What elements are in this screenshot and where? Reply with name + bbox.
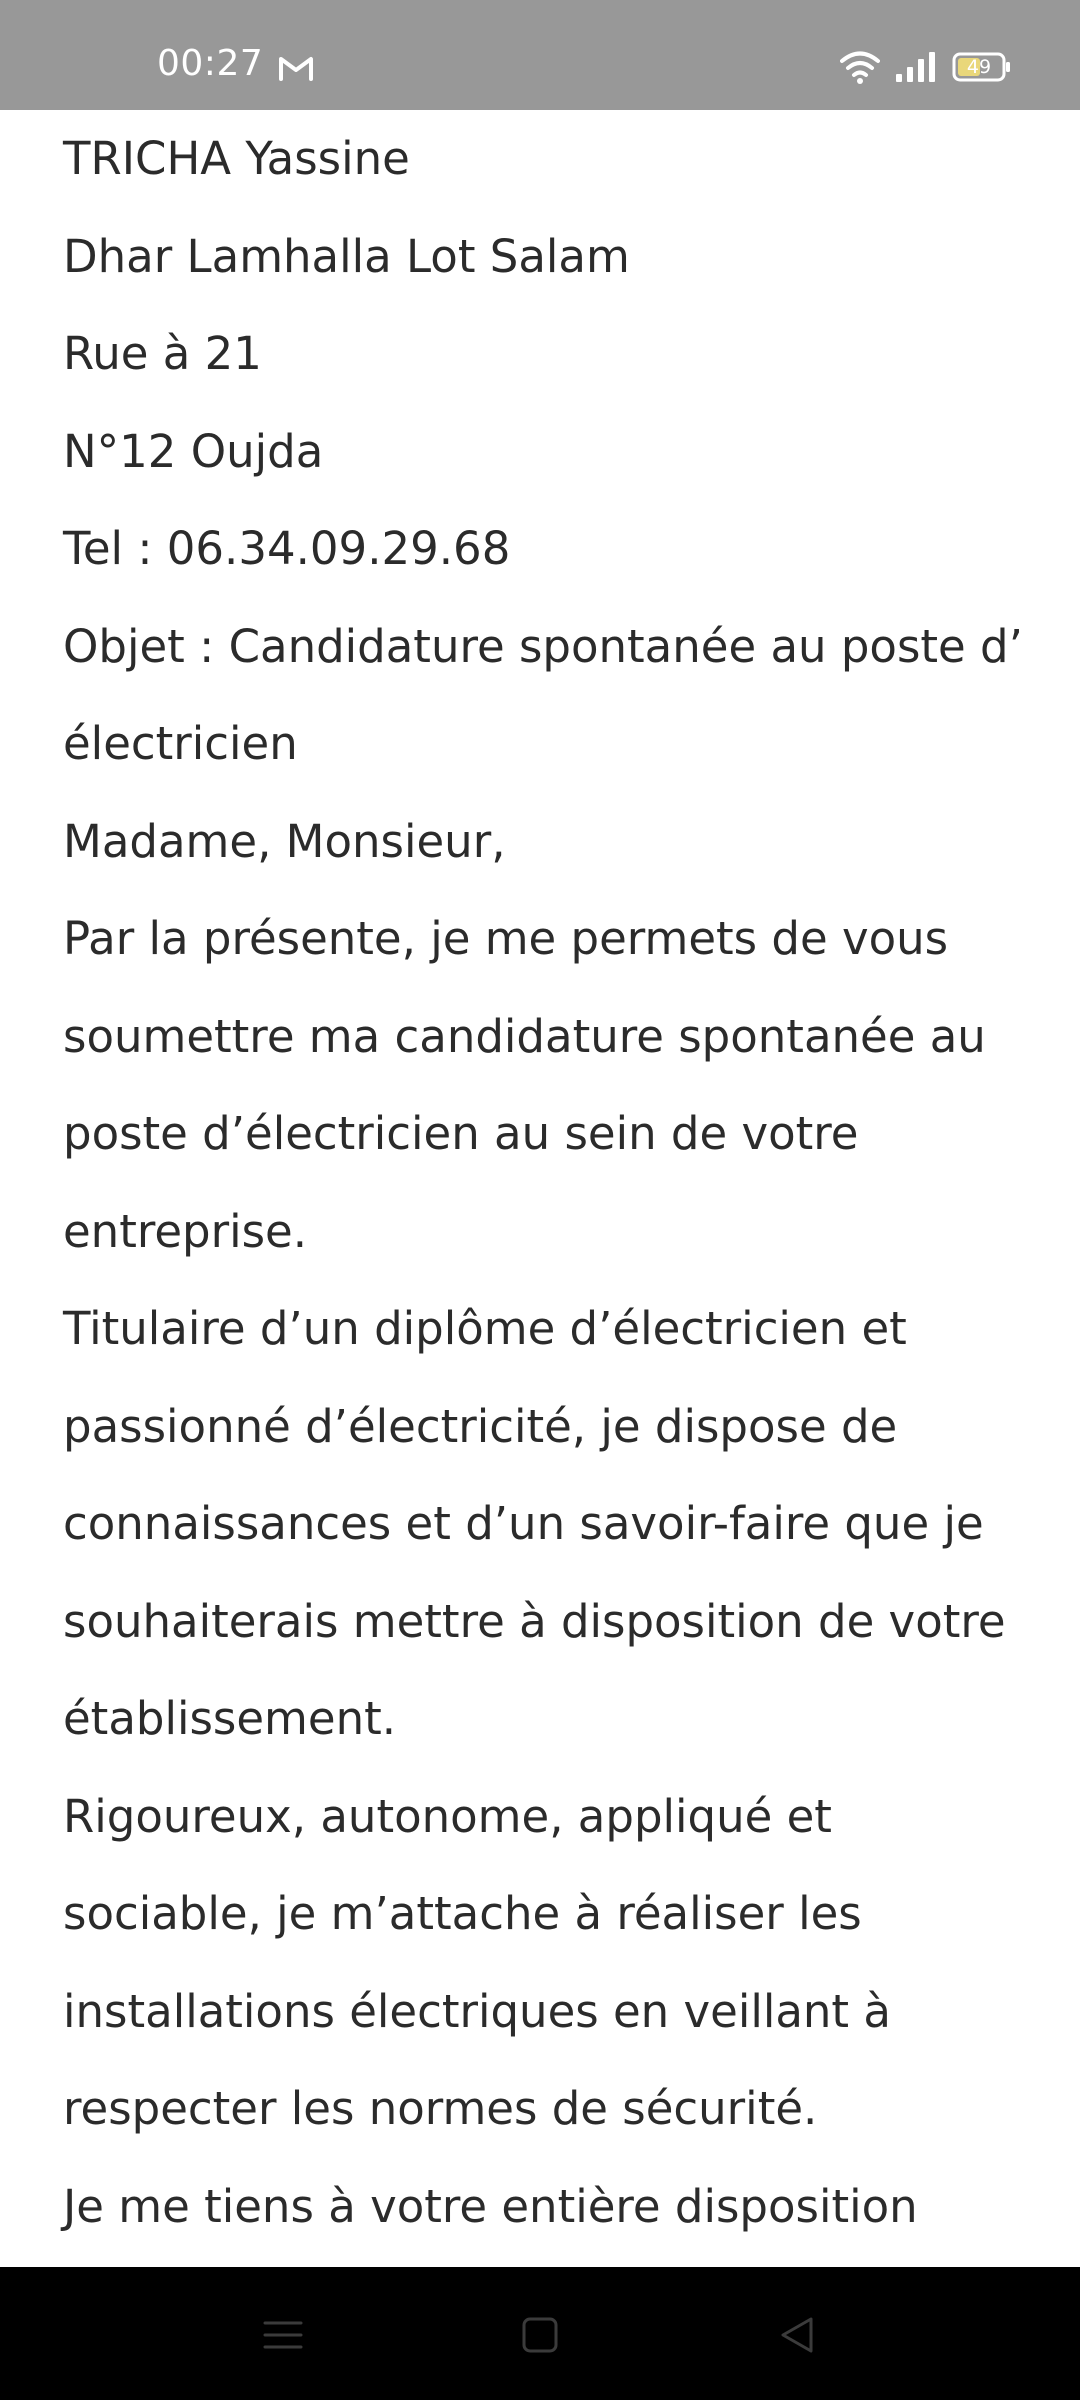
status-bar (0, 0, 1080, 110)
menu-icon[interactable] (243, 2295, 323, 2375)
subject-line: Objet : Candidature spontanée au poste d’ (63, 619, 1023, 673)
subject-line: électricien (63, 717, 298, 770)
signal-icon (894, 50, 938, 84)
body-line: poste d’électricien au sein de votre (63, 1107, 859, 1160)
phone-line: Tel : 06.34.09.29.68 (63, 522, 511, 575)
sender-name: TRICHA Yassine (63, 132, 410, 185)
address-line: Rue à 21 (63, 327, 262, 380)
body-line: entreprise. (63, 1204, 308, 1258)
salutation: Madame, Monsieur, (63, 814, 506, 868)
body-line: sociable, je m’attache à réaliser les (63, 1887, 862, 1940)
body-line: installations électriques en veillant à (63, 1984, 891, 2038)
body-line: Je me tiens à votre entière disposition (63, 2179, 918, 2233)
body-line: soumettre ma candidature spontanée au (63, 1009, 986, 1063)
body-line: Rigoureux, autonome, appliqué et (63, 1789, 832, 1843)
body-line: respecter les normes de sécurité. (63, 2082, 818, 2135)
wifi-icon (840, 50, 880, 84)
gmail-icon (278, 54, 314, 82)
address-line: Dhar Lamhalla Lot Salam (63, 229, 630, 283)
body-line: passionné d’électricité, je dispose de (63, 1399, 898, 1453)
navigation-bar (0, 2267, 1080, 2400)
back-icon[interactable] (757, 2295, 837, 2375)
body-line: Titulaire d’un diplôme d’électricien et (63, 1302, 907, 1355)
address-line: N°12 Oujda (63, 424, 324, 478)
status-time: 00:27 (157, 43, 264, 84)
body-line: souhaiterais mettre à disposition de votre (63, 1594, 1006, 1648)
home-icon[interactable] (500, 2295, 580, 2375)
body-line: connaissances et d’un savoir-faire que je (63, 1497, 984, 1550)
battery-level: 49 (966, 56, 992, 78)
document-text (63, 110, 1043, 2255)
document-view[interactable] (0, 110, 1080, 2267)
body-line: Par la présente, je me permets de vous (63, 912, 949, 965)
body-line: établissement. (63, 1692, 397, 1745)
